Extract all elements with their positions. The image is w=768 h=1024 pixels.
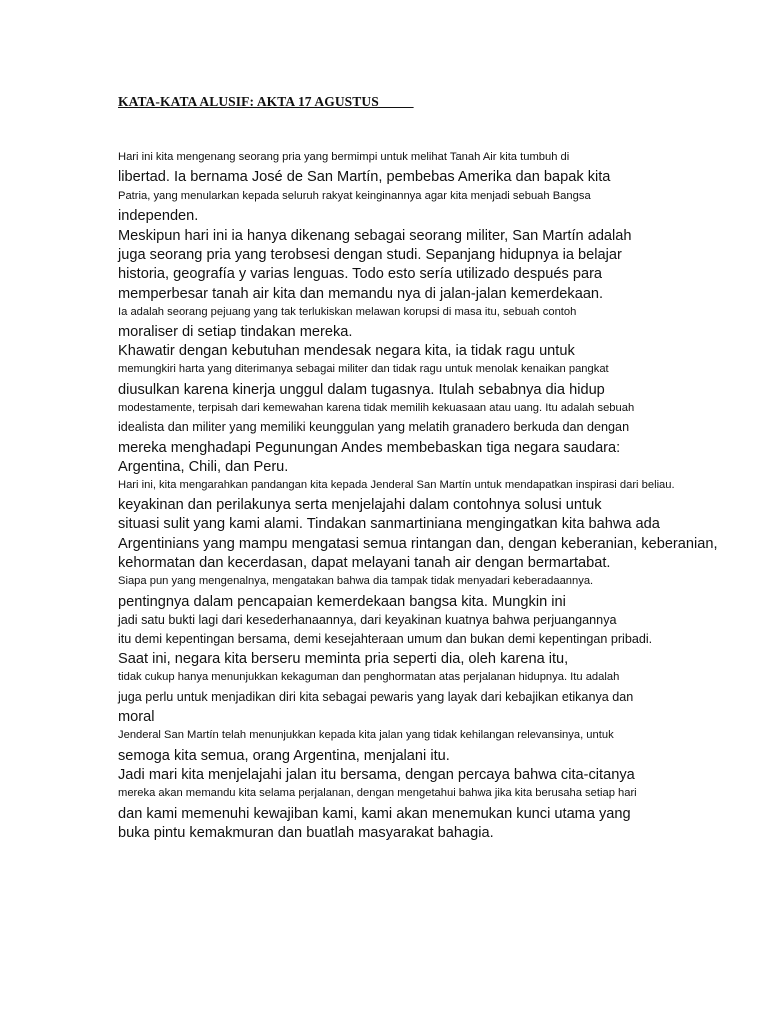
text-line: mereka menghadapi Pegunungan Andes membebaskan tiga negara saudara: (118, 440, 621, 456)
text-line: idealista dan militer yang memiliki keunggulan yang melatih granadero berkuda dan dengan (118, 420, 630, 434)
text-line: moral (118, 709, 155, 725)
text-line: Meskipun hari ini ia hanya dikenang sebagai seorang militer, San Martín adalah (118, 228, 632, 244)
text-line: Ia adalah seorang pejuang yang tak terlukiskan melawan korupsi di masa itu, sebuah contoh (118, 306, 577, 318)
text-line: historia, geografía y varias lenguas. Todo esto sería utilizado después para (118, 266, 603, 282)
text-line: juga seorang pria yang terobsesi dengan studi. Sepanjang hidupnya ia belajar (118, 247, 622, 263)
text-line: Saat ini, negara kita berseru meminta pria seperti dia, oleh karena itu, (118, 651, 569, 667)
text-line: jadi satu bukti lagi dari kesederhanaannya, dari keyakinan kuatnya bahwa perjuangannya (118, 613, 617, 627)
text-line: pentingnya dalam pencapaian kemerdekaan bangsa kita. Mungkin ini (118, 594, 566, 610)
text-line: modestamente, terpisah dari kemewahan karena tidak memilih kekuasaan atau uang. Itu adalah sebuah (118, 402, 635, 414)
text-line: situasi sulit yang kami alami. Tindakan sanmartiniana mengingatkan kita bahwa ada (118, 516, 660, 532)
text-line: tidak cukup hanya menunjukkan kekaguman dan penghormatan atas perjalanan hidupnya. Itu adalah (118, 671, 620, 683)
text-line: kehormatan dan kecerdasan, dapat melayani tanah air dengan bermartabat. (118, 555, 611, 571)
text-line: juga perlu untuk menjadikan diri kita sebagai pewaris yang layak dari kebajikan etikanya dan (118, 690, 634, 704)
text-line: Jadi mari kita menjelajahi jalan itu bersama, dengan percaya bahwa cita-citanya (118, 767, 635, 783)
text-line: Patria, yang menularkan kepada seluruh rakyat keinginannya agar kita menjadi sebuah Bangsa (118, 190, 591, 202)
text-line: independen. (118, 208, 199, 224)
text-line: Argentina, Chili, dan Peru. (118, 459, 289, 475)
text-line: keyakinan dan perilakunya serta menjelajahi dalam contohnya solusi untuk (118, 497, 602, 513)
text-line: Siapa pun yang mengenalnya, mengatakan bahwa dia tampak tidak menyadari keberadaannya. (118, 575, 594, 587)
text-line: itu demi kepentingan bersama, demi kesejahteraan umum dan bukan demi kepentingan pribadi. (118, 632, 653, 646)
text-line: libertad. Ia bernama José de San Martín, pembebas Amerika dan bapak kita (118, 169, 611, 185)
text-line: mereka akan memandu kita selama perjalanan, dengan mengetahui bahwa jika kita berusaha setiap hari (118, 787, 637, 799)
text-line: memperbesar tanah air kita dan memandu nya di jalan-jalan kemerdekaan. (118, 286, 604, 302)
document-title: KATA-KATA ALUSIF: AKTA 17 AGUSTUS (118, 94, 414, 109)
text-line: memungkiri harta yang diterimanya sebagai militer dan tidak ragu untuk menolak kenaikan pangkat (118, 363, 609, 375)
text-line: Argentinians yang mampu mengatasi semua rintangan dan, dengan keberanian, keberanian, (118, 536, 718, 552)
text-line: moraliser di setiap tindakan mereka. (118, 324, 353, 340)
text-line: buka pintu kemakmuran dan buatlah masyarakat bahagia. (118, 825, 494, 841)
text-line: semoga kita semua, orang Argentina, menjalani itu. (118, 748, 450, 764)
text-line: Khawatir dengan kebutuhan mendesak negara kita, ia tidak ragu untuk (118, 343, 575, 359)
text-line: diusulkan karena kinerja unggul dalam tugasnya. Itulah sebabnya dia hidup (118, 382, 605, 398)
text-line: Jenderal San Martín telah menunjukkan kepada kita jalan yang tidak kehilangan relevansinya, untuk (118, 729, 614, 741)
text-line: Hari ini, kita mengarahkan pandangan kita kepada Jenderal San Martín untuk mendapatkan inspirasi dari beliau. (118, 479, 675, 491)
text-line: Hari ini kita mengenang seorang pria yang bermimpi untuk melihat Tanah Air kita tumbuh di (118, 151, 570, 163)
text-line: dan kami memenuhi kewajiban kami, kami akan menemukan kunci utama yang (118, 806, 631, 822)
